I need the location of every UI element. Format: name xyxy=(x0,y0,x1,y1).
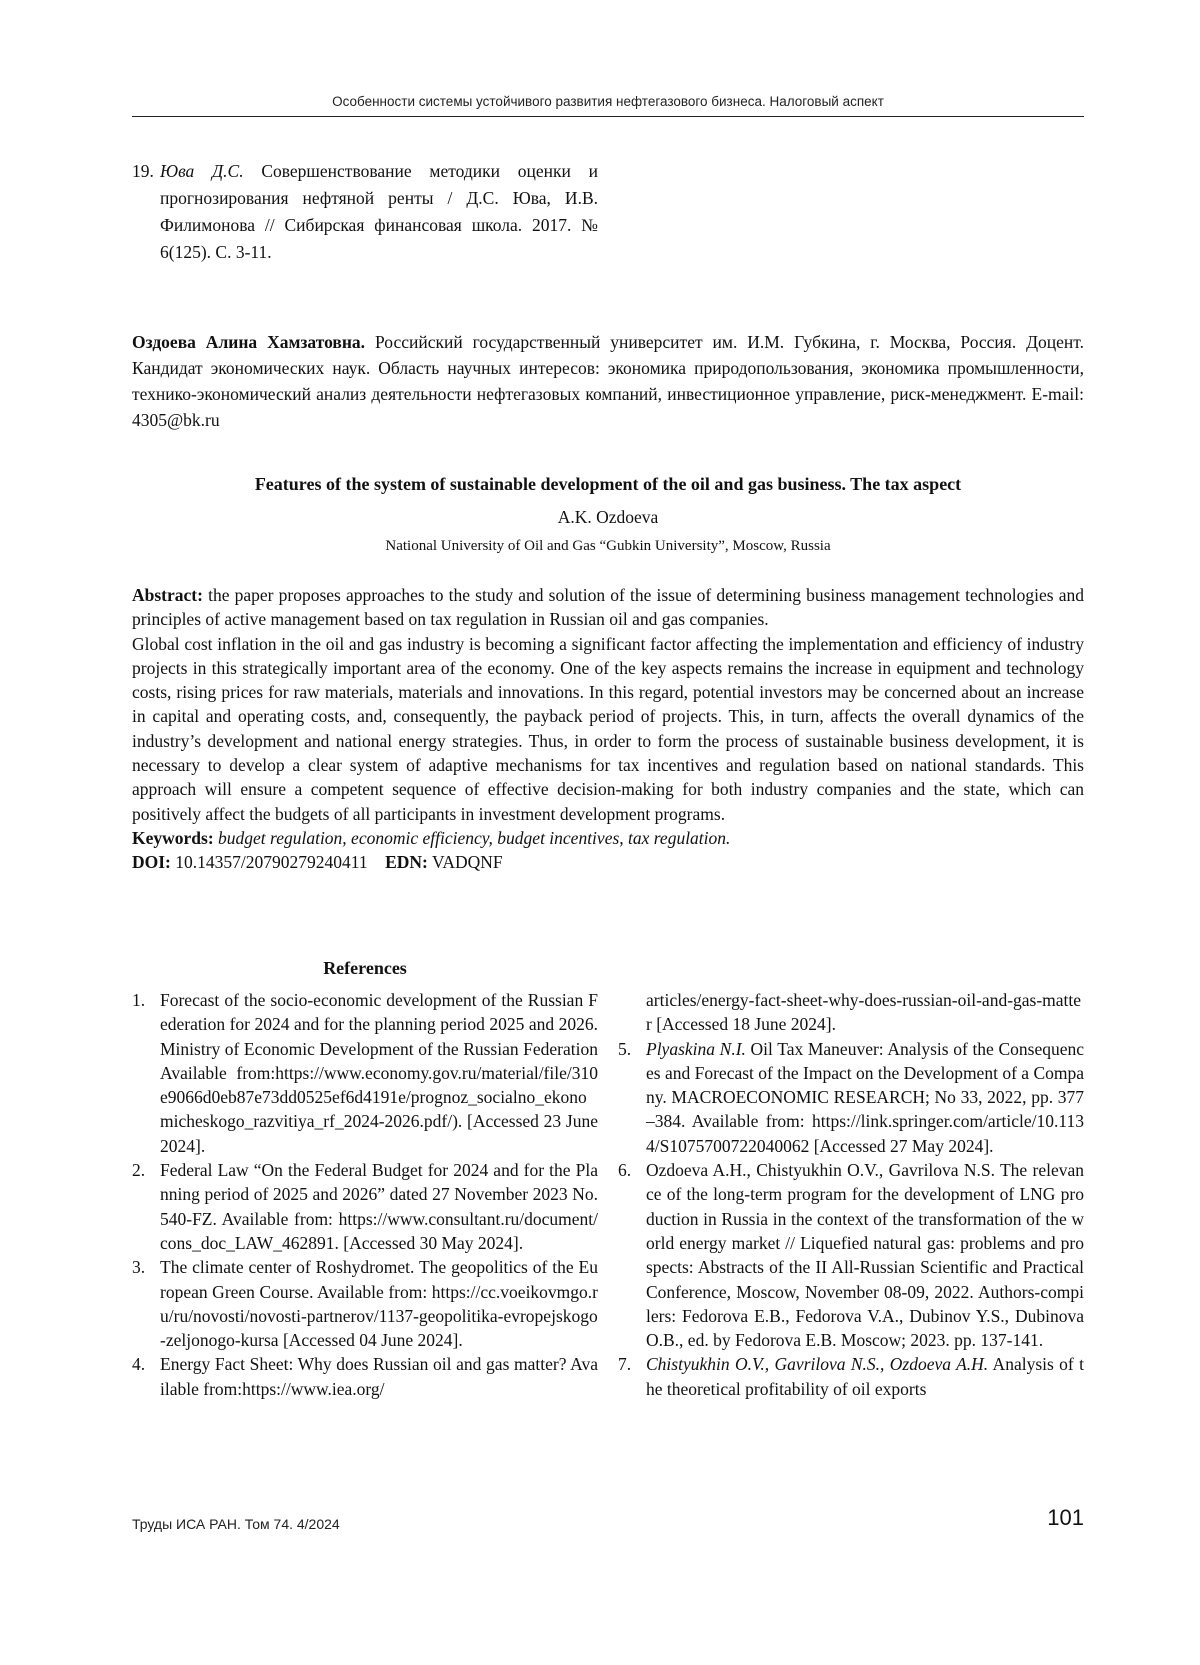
page-number: 101 xyxy=(1047,1505,1084,1530)
reference-number: 6. xyxy=(618,1160,632,1181)
reference-item xyxy=(132,1158,598,1255)
reference-text: Oil Tax Maneuver: Analysis of the Consequences and Forecast of the Impact on the Development of a Company. MACROECONOMIC RESEARCH; No 33, 2022, pp. 377–384. Available from: https://link.springer.com/article/10.1134/S1075700722040062 [Accessed 27 May 2024]. xyxy=(646,1038,1084,1156)
keywords-line xyxy=(132,826,1084,850)
reference-text: Forecast of the socio-economic development of the Russian Federation for 2024 and for the planning period 2025 and 2026. Ministry of Economic Development of the Russian Federation Available from:https://www.economy.gov.ru/material/file/310e9066d0eb87e73dd0525ef6d4191e/prognoz_socialno_ekonomicheskogo_razvitiya_rf_2024-2026.pdf/). [Accessed 23 June 2024]. xyxy=(160,990,598,1156)
abstract-text: the paper proposes approaches to the study and solution of the issue of determining business management technologies and principles of active management based on tax regulation in Russian oil and gas companies. xyxy=(132,585,1084,630)
reference-number: 1. xyxy=(132,990,146,1010)
reference-item xyxy=(132,988,598,1158)
reference-text: Analysis of the theoretical profitability of oil exports xyxy=(646,1354,1084,1399)
reference-text: Совершенствование методики оценки и прогнозирования нефтяной ренты / Д.С. Юва, И.В. Филимонова // Сибирская финансовая школа. 2017. № 6(125). С. 3-11. xyxy=(160,161,598,262)
english-title: Features of the system of sustainable development of the oil and gas business. The tax aspect xyxy=(254,474,962,494)
reference-number: 5. xyxy=(618,1038,632,1059)
reference-number: 2. xyxy=(132,1160,146,1181)
header-divider xyxy=(132,116,1084,117)
running-header: Особенности системы устойчивого развития нефтегазового бизнеса. Налоговый аспект xyxy=(332,94,884,109)
doi-label: DOI: xyxy=(132,852,171,873)
english-affiliation: National University of Oil and Gas “Gubkin University”, Moscow, Russia xyxy=(385,538,831,554)
edn-value: VADQNF xyxy=(427,852,503,873)
reference-number: 7. xyxy=(618,1354,632,1375)
abstract-paragraph-1 xyxy=(132,583,1084,632)
abstract-paragraph-2: Global cost inflation in the oil and gas industry is becoming a significant factor affecting the implementation and efficiency of industry projects in this strategically important area of the economy. One of the key aspects remains the increase in equipment and technology costs, rising prices for raw materials, materials and innovations. In this regard, potential investors may be concerned about an increase in capital and operating costs, and, consequently, the payback period of projects. This, in turn, affects the overall dynamics of the industry’s development and national energy strategies. Thus, in order to form the process of sustainable business development, it is necessary to develop a clear system of adaptive mechanisms for tax incentives and regulation based on national standards. This approach will ensure a competent sequence of effective decision-making for both industry companies and the state, which can positively affect the budgets of all participants in investment development programs. xyxy=(132,633,1084,824)
abstract-block xyxy=(132,583,1084,875)
abstract-label: Abstract: xyxy=(132,585,203,605)
reference-item xyxy=(132,1255,598,1352)
references-heading: References xyxy=(323,958,407,978)
doi-line xyxy=(132,850,1084,874)
reference-authors: Chistyukhin O.V., Gavrilova N.S., Ozdoeva A.H. xyxy=(646,1354,989,1375)
reference-authors: Юва Д.С. xyxy=(160,161,244,181)
reference-item xyxy=(132,1352,598,1401)
english-author: A.K. Ozdoeva xyxy=(557,507,659,527)
reference-number: 19. xyxy=(132,161,154,181)
reference-19 xyxy=(132,158,598,266)
author-name: Оздоева Алина Хамзатовна. xyxy=(132,332,366,352)
reference-authors: Plyaskina N.I. xyxy=(646,1038,746,1059)
reference-text: articles/energy-fact-sheet-why-does-russian-oil-and-gas-matter [Accessed 18 June 2024]. xyxy=(646,990,1082,1035)
reference-number: 4. xyxy=(132,1354,146,1375)
reference-text: The climate center of Roshydromet. The geopolitics of the European Green Course. Available from: https://cc.voeikovmgo.ru/ru/novosti/novosti-partnerov/1137-geopolitika-evropejskogo-zeljonogo-kursa [Accessed 04 June 2024]. xyxy=(160,1257,598,1351)
references-left-column xyxy=(132,988,598,1401)
reference-item xyxy=(618,1352,1084,1401)
reference-continuation xyxy=(618,988,1084,1037)
reference-number: 3. xyxy=(132,1257,146,1278)
references-right-column xyxy=(618,988,1084,1401)
edn-label: EDN: xyxy=(385,852,428,873)
author-bio-text: Российский государственный университет им. И.М. Губкина, г. Москва, Россия. Доцент. Кандидат экономических наук. Область научных интересов: экономика природопользования, экономика промышленности, технико-экономический анализ деятельности нефтегазовых компаний, инвестиционное управление, риск-менеджмент. E-mail: 4305@bk.ru xyxy=(132,332,1084,430)
footer-journal: Труды ИСА РАН. Том 74. 4/2024 xyxy=(132,1516,340,1532)
keywords-label: Keywords: xyxy=(132,827,214,848)
reference-item xyxy=(618,1158,1084,1352)
reference-text: Energy Fact Sheet: Why does Russian oil and gas matter? Available from:https://www.iea.org/ xyxy=(160,1354,598,1399)
author-bio xyxy=(132,329,1084,433)
reference-text: Ozdoeva A.H., Chistyukhin O.V., Gavrilova N.S. The relevance of the long-term program for the development of LNG production in Russia in the context of the transformation of the world energy market // Liquefied natural gas: problems and prospects: Abstracts of the II All-Russian Scientific and Practical Conference, Moscow, November 08-09, 2022. Authors-compilers: Fedorova E.B., Fedorova V.A., Dubinov Y.S., Dubinova O.B., ed. by Fedorova E.B. Moscow; 2023. pp. 137-141. xyxy=(646,1160,1084,1351)
reference-item xyxy=(618,1037,1084,1158)
keywords-text: budget regulation, economic efficiency, budget incentives, tax regulation. xyxy=(213,827,731,848)
reference-text: Federal Law “On the Federal Budget for 2024 and for the Planning period of 2025 and 2026” dated 27 November 2023 No. 540-FZ. Available from: https://www.consultant.ru/document/cons_doc_LAW_462891. [Accessed 30 May 2024]. xyxy=(160,1160,598,1253)
doi-value: 10.14357/20790279240411 xyxy=(170,852,368,873)
